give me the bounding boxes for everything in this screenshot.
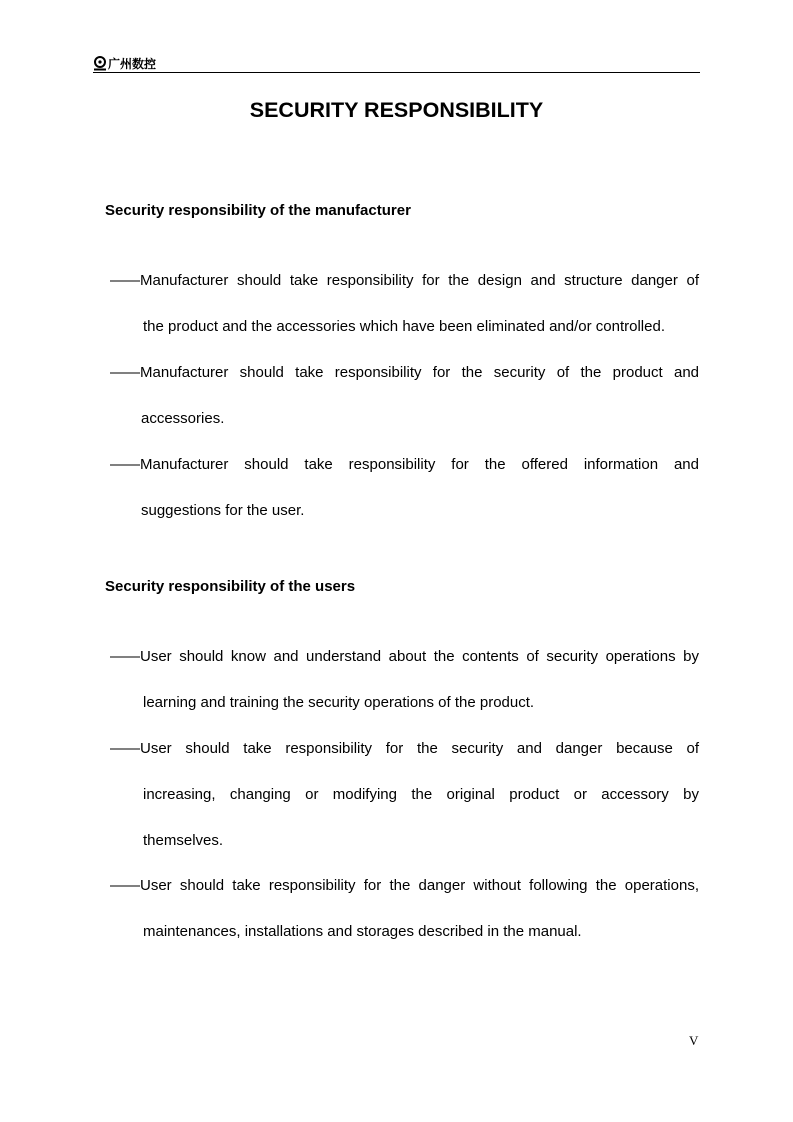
item-line: ——User should take responsibility for the security and danger because of (110, 740, 699, 757)
item-line: ——Manufacturer should take responsibility for the design and structure danger of (110, 272, 699, 289)
company-logo (93, 56, 156, 71)
logo-text: 广州数控 (108, 57, 157, 71)
manufacturer-section-heading: Security responsibility of the manufacturer (105, 202, 411, 219)
item-line: ——Manufacturer should take responsibility for the security of the product and (110, 364, 699, 381)
item-line: suggestions for the user. (141, 502, 305, 519)
users-item-2 (110, 726, 699, 864)
manufacturer-item-3 (110, 442, 699, 534)
page-number: V (689, 1033, 699, 1048)
item-line: the product and the accessories which have been eliminated and/or controlled. (143, 318, 665, 335)
item-line: ——Manufacturer should take responsibility for the offered information and (110, 456, 699, 473)
manufacturer-item-2 (110, 350, 699, 442)
item-line: accessories. (141, 410, 225, 427)
manufacturer-item-1 (110, 258, 699, 350)
users-item-3 (110, 863, 699, 955)
item-line: maintenances, installations and storages described in the manual. (143, 923, 582, 940)
item-line: ——User should know and understand about the contents of security operations by (110, 648, 699, 665)
users-item-1 (110, 634, 699, 726)
item-line: themselves. (143, 832, 224, 849)
item-line: learning and training the security operations of the product. (143, 694, 535, 711)
logo-emblem-icon (93, 56, 107, 71)
page-title: SECURITY RESPONSIBILITY (249, 98, 544, 122)
users-section-heading: Security responsibility of the users (105, 578, 356, 595)
item-line: increasing, changing or modifying the original product or accessory by (143, 786, 699, 803)
page-header (93, 56, 700, 73)
item-line: ——User should take responsibility for the danger without following the operations, (110, 877, 699, 894)
